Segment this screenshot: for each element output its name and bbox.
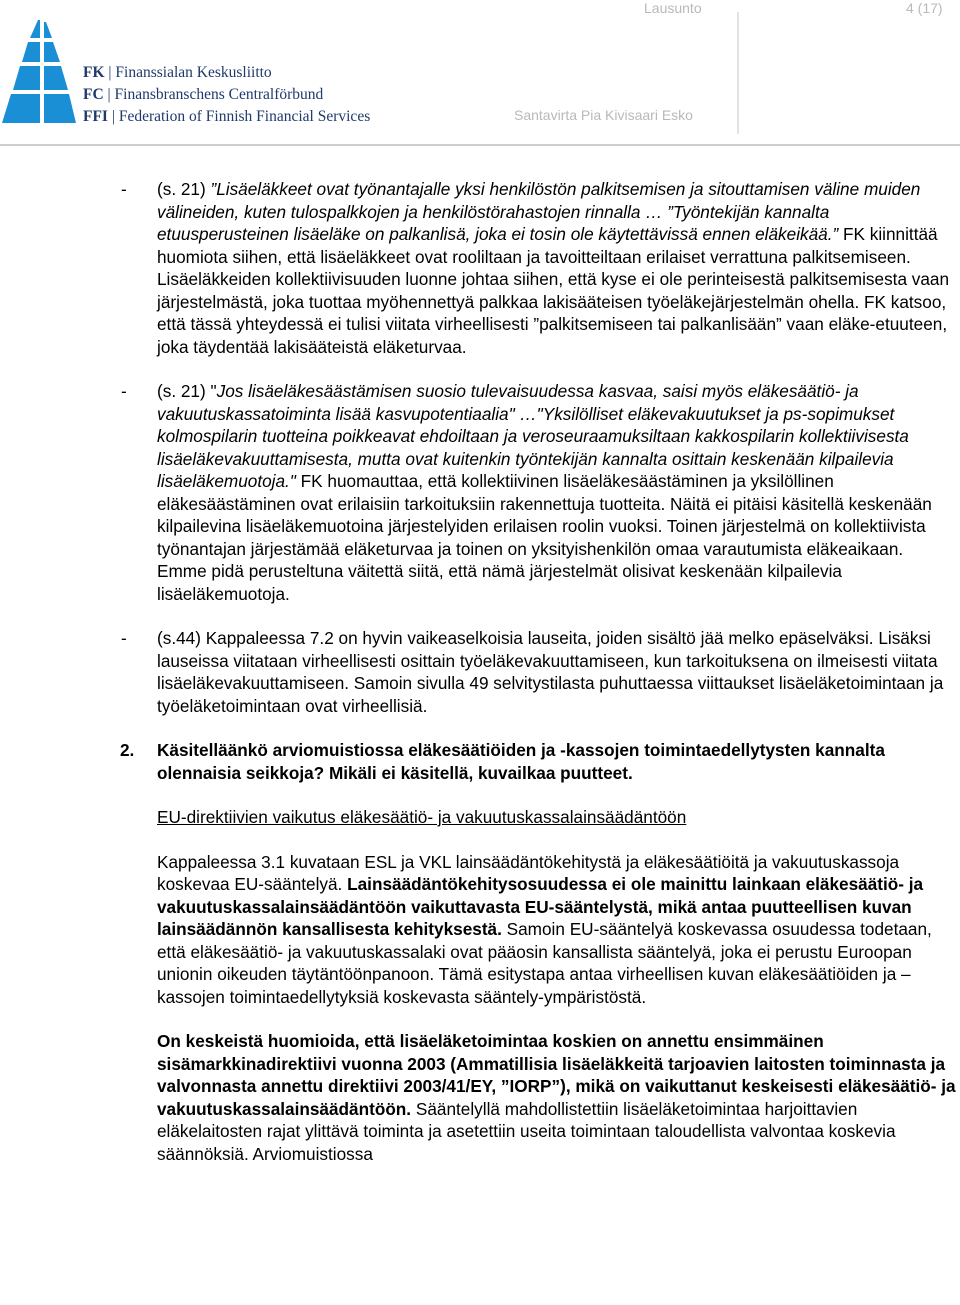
paragraph-text: Sääntelyllä mahdollistettiin lisäeläketoimintaa harjoittavien eläkelaitosten rajat ylittävä toiminta ja asetettiin useita toimintaan taloudellista valvontaa koskevia säännöksiä. Arviomuistiossa xyxy=(157,1098,896,1164)
paragraph xyxy=(157,1030,957,1165)
paragraph xyxy=(157,851,957,1009)
question-number: 2. xyxy=(120,740,135,760)
document-body xyxy=(0,178,960,1165)
org-name-en: FFI | Federation of Finnish Financial Services xyxy=(83,108,371,125)
list-dash: - xyxy=(121,381,127,401)
item-text: (s.44) Kappaleessa 7.2 on hyvin vaikeaselkoisia lauseita, joiden sisältö jää melko epäselväksi. Lisäksi lauseissa viitataan virheellisesti osittain työeläkevakuuttamiseen, kun tarkoituksena on ilmeisesti viitata lisäeläkevakuuttamiseen. Samoin sivulla 49 selvitystilasta puhuttaessa viittaukset lisäeläketoimintaan ja työeläketoimintaan ovat virheellisiä. xyxy=(157,628,944,716)
org-name-fi: FK | Finanssialan Keskusliitto xyxy=(83,64,272,81)
document-type: Lausunto xyxy=(644,0,702,16)
list-item xyxy=(121,627,957,717)
header-rule xyxy=(0,144,960,146)
paragraph-emphasis: Lainsäädäntökehitysosuudessa ei ole mainittu lainkaan eläkesäätiö- ja vakuutuskassalainsäädäntöön vaikuttavasta EU-sääntelystä, mikä antaa puutteellisen kuvan lainsäädännön kansallisesta kehityksestä. xyxy=(157,874,924,939)
paragraph-text: Kappaleessa 3.1 kuvataan ESL ja VKL lainsäädäntökehitystä ja eläkesäätiöitä ja vakuutuskassoja koskevaa EU-sääntelyä. xyxy=(157,851,900,894)
header-divider xyxy=(737,12,739,134)
item-citation: (s. 21) xyxy=(157,179,211,199)
question-text: Käsitelläänkö arviomuistiossa eläkesäätiöiden ja -kassojen toimintaedellytysten kannalta olennaisia seikkoja? Mikäli ei käsitellä, kuvailkaa puutteet. xyxy=(157,740,885,783)
item-comment: FK huomauttaa, että kollektiivinen lisäeläkesäästäminen ja yksilöllinen eläkesäästäminen ovat erilaisiin tarkoituksiin rakennettuja tuotteita. Näitä ei pitäisi käsitellä keskenään kilpailevina lisäeläkemuotoina järjestelyiden erilaisen roolin vuoksi. Toinen järjestelmä on kollektiivista työnantajan järjestämää eläketurvaa ja toinen on yksityishenkilön omaa varautumista eläkeaikaan. Emme pidä perusteltuna väitettä siitä, että nämä järjestelmät olisivat keskenään kilpailevia lisäeläkemuotoja. xyxy=(157,471,932,604)
list-item xyxy=(121,380,957,605)
list-item xyxy=(121,178,957,358)
page-number: 4 (17) xyxy=(906,0,943,16)
section-subheading: EU-direktiivien vaikutus eläkesäätiö- ja vakuutuskassalainsäädäntöön xyxy=(157,807,687,827)
authors: Santavirta Pia Kivisaari Esko xyxy=(514,107,693,123)
paragraph-emphasis: On keskeistä huomioida, että lisäeläketoimintaa koskien on annettu ensimmäinen sisämarkkinadirektiivi vuonna 2003 (Ammatillisia lisäeläkkeitä tarjoavien laitosten toiminnasta ja valvonnasta annettu direktiivi 2003/41/EY, ”IORP”), mikä on vaikuttanut keskeisesti eläkesäätiö- ja vakuutuskassalainsäädäntöön. xyxy=(157,1031,956,1119)
list-dash: - xyxy=(121,628,127,648)
item-citation: (s. 21) " xyxy=(157,381,217,401)
item-quote: ”Lisäeläkkeet ovat työnantajalle yksi henkilöstön palkitsemisen ja sitouttamisen väline muiden välineiden, kuten tulospalkkojen ja henkilöstörahastojen rinnalla … ”Työntekijän kannalta etuusperusteinen lisäeläke on palkanlisä, joka ei tosin ole käytettävissä ennen eläkeikää.” xyxy=(157,179,921,244)
paragraph-text: Samoin EU-sääntelyä koskevassa osuudessa todetaan, että eläkesäätiö- ja vakuutuskassalaki ovat pääosin kansallista sääntelyä, joka ei perustu Euroopan unionin oikeuden täytäntöönpanoon. Tämä esitystapa antaa virheellisen kuvan eläkesäätiöiden ja –kassojen toimintaedellytyksiä koskevasta sääntely-ympäristöstä. xyxy=(157,919,932,1007)
org-name-sv: FC | Finansbranschens Centralförbund xyxy=(83,86,324,103)
item-comment: FK kiinnittää huomiota siihen, että lisäeläkkeet ovat rooliltaan ja tavoitteiltaan erilaiset verrattuna palkitsemiseen. Lisäeläkkeiden kollektiivisuuden luonne johtaa siihen, että kyse ei ole perinteisestä palkitsemisesta vaan järjestelmästä, joka tuottaa myöhennettyä palkkaa lakisääteisen työeläkejärjestelmän ohella. FK katsoo, että tässä yhteydessä ei tulisi viitata virheellisesti ”palkitsemiseen tai palkanlisään” vaan eläke-etuuteen, joka täydentää lakisääteistä eläketurvaa. xyxy=(157,224,950,357)
fk-logo-icon xyxy=(0,20,80,126)
item-quote: Jos lisäeläkesäästämisen suosio tulevaisuudessa kasvaa, saisi myös eläkesäätiö- ja vakuutuskassatoiminta lisää kasvupotentiaalia" …"Yksilölliset eläkevakuutukset ja ps-sopimukset kolmospilarin tuotteina poikkeavat ehdoiltaan ja veroseuraamuksiltaan kakkospilarin kollektiivisesta lisäeläkevakuuttamisesta, mutta ovat kuitenkin työntekijän kannalta osittain keskenään kilpailevia lisäeläkemuotoja." xyxy=(157,381,909,491)
question-heading xyxy=(120,739,957,784)
list-dash: - xyxy=(121,179,127,199)
